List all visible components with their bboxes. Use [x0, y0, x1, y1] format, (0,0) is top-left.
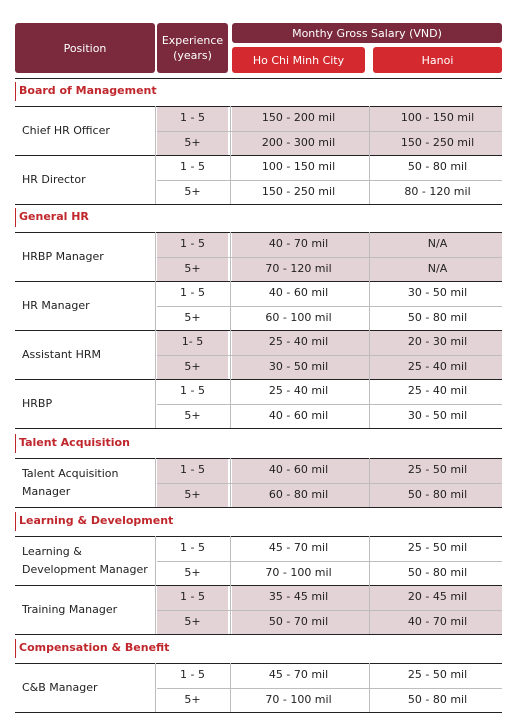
experience-value: 5+	[184, 408, 201, 422]
position-name: HRBP Manager	[22, 249, 104, 263]
hanoi-salary: 25 - 40 mil	[407, 384, 468, 398]
experience-column-divider	[230, 106, 231, 155]
experience-value: 1 - 5	[180, 590, 205, 604]
hcm-salary: 40 - 60 mil	[268, 286, 329, 300]
section-title: General HR	[19, 210, 89, 223]
experience-row-divider	[157, 131, 502, 132]
position-name: Talent Acquisition Manager	[22, 466, 119, 498]
hanoi-salary: 50 - 80 mil	[407, 692, 468, 706]
hcm-salary: 100 - 150 mil	[261, 160, 336, 174]
hcm-salary: 45 - 70 mil	[268, 541, 329, 555]
position-column-divider	[155, 536, 156, 585]
header-experience: Experience (years)	[157, 23, 228, 73]
hanoi-salary: 50 - 80 mil	[407, 310, 468, 324]
experience-row-divider	[157, 610, 502, 611]
experience-value: 5+	[184, 261, 201, 275]
position-column-divider	[155, 379, 156, 428]
header-position: Position	[15, 23, 155, 73]
section-accent-line	[15, 208, 16, 227]
city-column-divider	[369, 232, 370, 281]
position-name: Chief HR Officer	[22, 123, 110, 137]
section-title: Compensation & Benefit	[19, 641, 170, 654]
experience-column-divider	[230, 155, 231, 204]
experience-row-divider	[157, 306, 502, 307]
experience-column-divider	[230, 330, 231, 379]
hanoi-salary: N/A	[427, 261, 448, 275]
header-monthly-salary: Monthy Gross Salary (VND)	[232, 23, 502, 43]
section-title: Learning & Development	[19, 514, 174, 527]
section-title: Board of Management	[19, 84, 157, 97]
hanoi-salary: 30 - 50 mil	[407, 286, 468, 300]
experience-column-divider	[230, 536, 231, 585]
experience-column-divider	[230, 458, 231, 507]
position-name: HRBP	[22, 396, 53, 410]
experience-value: 5+	[184, 692, 201, 706]
hanoi-salary: 25 - 50 mil	[407, 541, 468, 555]
experience-row-divider	[157, 355, 502, 356]
city-column-divider	[369, 536, 370, 585]
city-column-divider	[369, 663, 370, 712]
experience-value: 1 - 5	[180, 160, 205, 174]
experience-value: 1 - 5	[180, 541, 205, 555]
position-column-divider	[155, 330, 156, 379]
hcm-salary: 150 - 250 mil	[261, 184, 336, 198]
position-name: Training Manager	[22, 602, 118, 616]
experience-value: 5+	[184, 614, 201, 628]
hanoi-salary: 25 - 50 mil	[407, 668, 468, 682]
hanoi-salary: 40 - 70 mil	[407, 614, 468, 628]
experience-value: 1 - 5	[180, 463, 205, 477]
hcm-salary: 70 - 100 mil	[265, 565, 332, 579]
position-name: HR Director	[22, 172, 86, 186]
hcm-salary: 70 - 120 mil	[265, 261, 332, 275]
experience-value: 5+	[184, 359, 201, 373]
experience-column-divider	[230, 232, 231, 281]
header-ho-chi-minh-city: Ho Chi Minh City	[232, 47, 365, 73]
position-column-divider	[155, 458, 156, 507]
position-name: C&B Manager	[22, 680, 98, 694]
position-column-divider	[155, 155, 156, 204]
hanoi-salary: 150 - 250 mil	[400, 135, 475, 149]
city-column-divider	[369, 330, 370, 379]
section-bottom-border	[15, 428, 502, 429]
hanoi-salary: 20 - 30 mil	[407, 335, 468, 349]
section-accent-line	[15, 639, 16, 658]
city-column-divider	[369, 379, 370, 428]
experience-value: 1 - 5	[180, 668, 205, 682]
position-column-divider	[155, 232, 156, 281]
position-name: HR Manager	[22, 298, 90, 312]
hanoi-salary: 25 - 40 mil	[407, 359, 468, 373]
section-bottom-border	[15, 712, 502, 713]
header-divider	[15, 78, 502, 79]
experience-row-divider	[157, 404, 502, 405]
hanoi-salary: 50 - 80 mil	[407, 565, 468, 579]
city-column-divider	[369, 106, 370, 155]
experience-value: 5+	[184, 184, 201, 198]
city-column-divider	[369, 585, 370, 634]
hcm-salary: 35 - 45 mil	[268, 590, 329, 604]
position-column-divider	[155, 585, 156, 634]
section-accent-line	[15, 434, 16, 453]
experience-column-divider	[230, 585, 231, 634]
experience-value: 1 - 5	[180, 286, 205, 300]
experience-value: 5+	[184, 135, 201, 149]
hanoi-salary: 20 - 45 mil	[407, 590, 468, 604]
experience-row-divider	[157, 180, 502, 181]
hcm-salary: 70 - 100 mil	[265, 692, 332, 706]
hanoi-salary: 30 - 50 mil	[407, 408, 468, 422]
hcm-salary: 30 - 50 mil	[268, 359, 329, 373]
hanoi-salary: 50 - 80 mil	[407, 160, 468, 174]
experience-column-divider	[230, 379, 231, 428]
experience-value: 1- 5	[181, 335, 204, 349]
experience-column-divider	[230, 281, 231, 330]
header-hanoi: Hanoi	[373, 47, 502, 73]
experience-value: 1 - 5	[180, 111, 205, 125]
city-column-divider	[369, 281, 370, 330]
section-bottom-border	[15, 204, 502, 205]
hanoi-salary: 80 - 120 mil	[404, 184, 471, 198]
city-column-divider	[369, 458, 370, 507]
experience-row-divider	[157, 483, 502, 484]
hcm-salary: 25 - 40 mil	[268, 384, 329, 398]
hcm-salary: 45 - 70 mil	[268, 668, 329, 682]
hcm-salary: 25 - 40 mil	[268, 335, 329, 349]
experience-value: 5+	[184, 310, 201, 324]
experience-value: 1 - 5	[180, 384, 205, 398]
position-column-divider	[155, 281, 156, 330]
hcm-salary: 150 - 200 mil	[261, 111, 336, 125]
hcm-salary: 50 - 70 mil	[268, 614, 329, 628]
hcm-salary: 60 - 80 mil	[268, 487, 329, 501]
experience-value: 1 - 5	[180, 237, 205, 251]
hanoi-salary: 100 - 150 mil	[400, 111, 475, 125]
experience-column-divider	[230, 663, 231, 712]
hanoi-salary: 25 - 50 mil	[407, 463, 468, 477]
experience-value: 5+	[184, 565, 201, 579]
experience-row-divider	[157, 257, 502, 258]
position-column-divider	[155, 663, 156, 712]
hcm-salary: 40 - 60 mil	[268, 463, 329, 477]
section-bottom-border	[15, 634, 502, 635]
section-accent-line	[15, 82, 16, 101]
position-name: Learning & Development Manager	[22, 544, 148, 576]
experience-value: 5+	[184, 487, 201, 501]
position-name: Assistant HRM	[22, 347, 102, 361]
hanoi-salary: N/A	[427, 237, 448, 251]
hcm-salary: 200 - 300 mil	[261, 135, 336, 149]
section-bottom-border	[15, 507, 502, 508]
city-column-divider	[369, 155, 370, 204]
section-accent-line	[15, 512, 16, 531]
section-title: Talent Acquisition	[19, 436, 130, 449]
experience-row-divider	[157, 688, 502, 689]
hanoi-salary: 50 - 80 mil	[407, 487, 468, 501]
hcm-salary: 60 - 100 mil	[265, 310, 332, 324]
hcm-salary: 40 - 60 mil	[268, 408, 329, 422]
position-column-divider	[155, 106, 156, 155]
hcm-salary: 40 - 70 mil	[268, 237, 329, 251]
experience-row-divider	[157, 561, 502, 562]
